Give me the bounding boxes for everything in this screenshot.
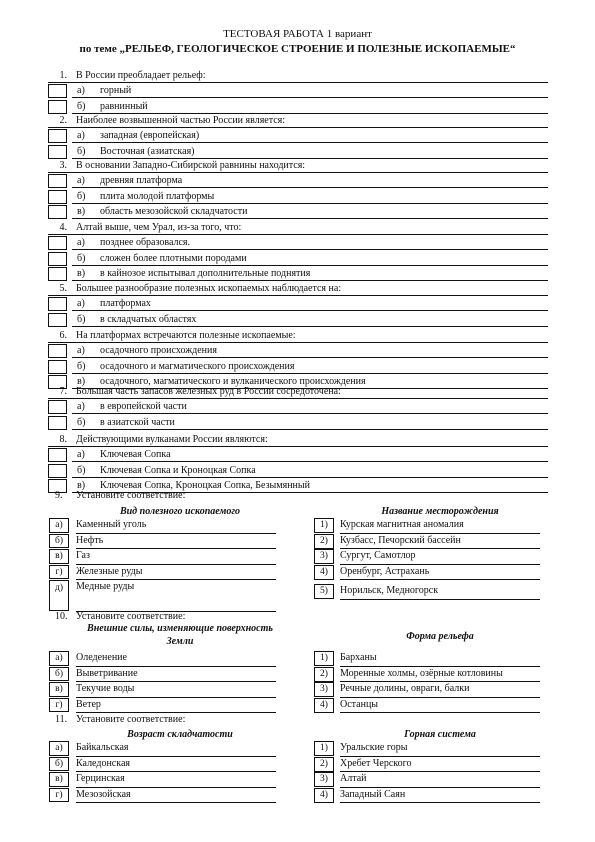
right-label-box: 2)	[314, 534, 334, 549]
right-item-text: Курская магнитная аномалия	[340, 519, 464, 530]
right-item-text: Останцы	[340, 698, 379, 710]
option-text: древняя платформа	[100, 175, 183, 186]
match-rule	[76, 712, 276, 713]
right-label-box: 2)	[314, 667, 334, 682]
option-rule	[72, 97, 548, 98]
left-label-box: в)	[49, 682, 69, 697]
option-letter: а)	[77, 298, 85, 309]
option-text: в европейской части	[100, 401, 187, 412]
option-rule	[72, 477, 548, 478]
answer-box[interactable]	[48, 190, 67, 204]
left-item-text: Газ	[76, 550, 90, 561]
option-letter: в)	[77, 268, 86, 279]
match-rule	[76, 802, 276, 803]
question-rule	[48, 172, 548, 173]
option-text: Восточная (азиатская)	[100, 145, 195, 157]
option-text: Ключевая Сопка, Кроноцкая Сопка, Безымянный	[100, 480, 310, 491]
left-label-box: а)	[49, 741, 69, 756]
option-rule	[72, 142, 548, 143]
option-letter: б)	[77, 416, 86, 428]
left-label-box: б)	[49, 667, 69, 682]
answer-box[interactable]	[48, 464, 67, 478]
option-text: Ключевая Сопка и Кроноцкая Сопка	[100, 464, 256, 476]
left-item-text: Ветер	[76, 698, 101, 710]
left-label-box: в)	[49, 772, 69, 787]
match-rule	[340, 787, 540, 788]
option-letter: в)	[77, 376, 86, 387]
match-rule	[76, 666, 276, 667]
right-item-text: Норильск, Медногорск	[340, 585, 439, 596]
option-text: область мезозойской складчатости	[100, 206, 248, 217]
match-rule	[340, 579, 540, 580]
question-text: Наиболее возвышенной частью России является:	[76, 115, 286, 126]
question-text: В России преобладает рельеф:	[76, 70, 206, 81]
option-text: платформах	[100, 298, 151, 309]
option-text: сложен более плотными породами	[100, 252, 247, 264]
option-letter: а)	[77, 449, 85, 460]
option-text: в складчатых областях	[100, 313, 197, 325]
right-column-header: Горная система	[404, 729, 476, 740]
right-label-box: 3)	[314, 682, 334, 697]
right-item-text: Алтай	[340, 773, 367, 784]
answer-box[interactable]	[48, 344, 67, 358]
right-item-text: Барханы	[340, 652, 377, 663]
match-rule	[340, 697, 540, 698]
option-rule	[72, 326, 548, 327]
question-text: Установите соответствие:	[76, 490, 186, 501]
option-text: плита молодой платформы	[100, 190, 215, 202]
page-title: ТЕСТОВАЯ РАБОТА 1 вариант	[223, 28, 372, 40]
answer-box[interactable]	[48, 297, 67, 311]
question-text: Установите соответствие:	[76, 714, 186, 725]
answer-box[interactable]	[48, 129, 67, 143]
right-label-box: 3)	[314, 549, 334, 564]
question-rule	[48, 446, 548, 447]
option-rule	[72, 218, 548, 219]
match-rule	[340, 802, 540, 803]
right-item-text: Западный Саян	[340, 788, 406, 800]
option-rule	[72, 357, 548, 358]
left-item-text: Железные руды	[76, 565, 143, 577]
answer-box[interactable]	[48, 252, 67, 266]
right-column-header: Название месторождения	[381, 506, 499, 517]
match-rule	[340, 599, 540, 600]
question-text: Большее разнообразие полезных ископаемых наблюдается на:	[76, 283, 342, 294]
right-column-header: Форма рельефа	[406, 631, 474, 642]
left-label-box: г)	[49, 565, 69, 580]
right-label-box: 4)	[314, 565, 334, 580]
option-letter: в)	[77, 480, 86, 491]
question-number: 1.	[59, 70, 67, 81]
left-item-text: Каменный уголь	[76, 519, 147, 530]
left-item-text: Текучие воды	[76, 683, 135, 694]
match-rule	[76, 787, 276, 788]
question-rule	[48, 398, 548, 399]
match-rule	[76, 681, 276, 682]
answer-box[interactable]	[48, 100, 67, 114]
option-text: позднее образовался.	[100, 237, 190, 248]
right-item-text: Хребет Черского	[340, 757, 412, 769]
option-rule	[72, 413, 548, 414]
option-letter: б)	[77, 190, 86, 202]
left-label-box: д)	[49, 580, 69, 611]
match-rule	[76, 697, 276, 698]
question-text: Алтай выше, чем Урал, из-за того, что:	[76, 222, 242, 233]
left-column-header: Внешние силы, изменяющие поверхность	[87, 623, 273, 634]
question-number: 3.	[59, 160, 67, 171]
question-text: В основании Западно-Сибирской равнины находится:	[76, 160, 306, 171]
match-rule	[340, 771, 540, 772]
left-label-box: б)	[49, 534, 69, 549]
left-item-text: Мезозойская	[76, 788, 131, 800]
page-subtitle: по теме „РЕЛЬЕФ, ГЕОЛОГИЧЕСКОЕ СТРОЕНИЕ И ПОЛЕЗНЫЕ ИСКОПАЕМЫЕ“	[79, 43, 516, 55]
question-number: 4.	[59, 222, 67, 233]
answer-box[interactable]	[48, 205, 67, 219]
option-letter: а)	[77, 130, 85, 141]
left-column-header: Вид полезного ископаемого	[119, 506, 241, 517]
right-item-text: Речные долины, овраги, балки	[340, 683, 470, 694]
option-letter: а)	[77, 175, 85, 186]
question-rule	[48, 342, 548, 343]
option-letter: а)	[77, 85, 85, 96]
answer-box[interactable]	[48, 416, 67, 430]
right-label-box: 1)	[314, 518, 334, 533]
answer-box[interactable]	[48, 313, 67, 327]
answer-box[interactable]	[48, 174, 67, 188]
option-rule	[72, 249, 548, 250]
match-rule	[340, 666, 540, 667]
right-label-box: 3)	[314, 772, 334, 787]
right-label-box: 4)	[314, 698, 334, 713]
option-letter: б)	[77, 100, 86, 112]
option-rule	[72, 429, 548, 430]
right-item-text: Кузбасс, Печорский бассейн	[340, 534, 461, 546]
option-rule	[72, 113, 548, 114]
right-label-box: 1)	[314, 651, 334, 666]
option-text: горный	[100, 85, 132, 96]
option-text: Ключевая Сопка	[100, 449, 171, 460]
left-item-text: Каледонская	[76, 757, 130, 769]
right-item-text: Сургут, Самотлор	[340, 550, 416, 561]
match-rule	[340, 533, 540, 534]
option-letter: б)	[77, 145, 86, 157]
option-rule	[72, 158, 548, 159]
option-text: западная (европейская)	[100, 130, 200, 141]
answer-box[interactable]	[48, 236, 67, 250]
option-rule	[72, 310, 548, 311]
left-label-box: в)	[49, 549, 69, 564]
match-rule	[76, 533, 276, 534]
right-label-box: 5)	[314, 584, 334, 599]
left-item-text: Байкальская	[76, 742, 129, 753]
match-rule	[340, 564, 540, 565]
option-text: осадочного происхождения	[100, 345, 217, 356]
answer-box[interactable]	[48, 360, 67, 374]
option-rule	[72, 280, 548, 281]
question-text: На платформах встречаются полезные ископаемые:	[76, 330, 296, 341]
match-rule	[76, 771, 276, 772]
right-item-text: Оренбург, Астрахань	[340, 565, 430, 577]
option-letter: а)	[77, 401, 85, 412]
left-label-box: г)	[49, 698, 69, 713]
left-column-header: Земли	[166, 636, 194, 647]
right-label-box: 4)	[314, 788, 334, 803]
option-letter: б)	[77, 313, 86, 325]
right-label-box: 1)	[314, 741, 334, 756]
right-item-text: Моренные холмы, озёрные котловины	[340, 667, 503, 679]
match-rule	[340, 548, 540, 549]
question-number: 11.	[55, 714, 68, 725]
right-label-box: 2)	[314, 757, 334, 772]
question-rule	[48, 234, 548, 235]
question-number: 5.	[59, 283, 67, 294]
match-rule	[76, 756, 276, 757]
question-rule	[48, 82, 548, 83]
question-number: 9.	[55, 490, 63, 501]
question-text: Действующими вулканами России являются:	[76, 434, 268, 445]
option-letter: а)	[77, 237, 85, 248]
option-text: осадочного и магматического происхождения	[100, 360, 295, 372]
answer-box[interactable]	[48, 448, 67, 462]
match-rule	[76, 579, 276, 580]
match-rule	[340, 756, 540, 757]
question-number: 6.	[59, 330, 67, 341]
option-letter: в)	[77, 206, 86, 217]
option-text: в азиатской части	[100, 416, 175, 428]
question-text: Установите соответствие:	[76, 611, 186, 622]
option-rule	[72, 203, 548, 204]
question-rule	[48, 127, 548, 128]
question-number: 10.	[55, 611, 68, 622]
match-rule	[340, 681, 540, 682]
answer-box[interactable]	[48, 267, 67, 281]
option-rule	[72, 373, 548, 374]
answer-box[interactable]	[48, 400, 67, 414]
left-item-text: Герцинская	[76, 773, 125, 784]
option-text: равнинный	[100, 100, 148, 112]
left-item-text: Оледенение	[76, 652, 127, 663]
question-number: 2.	[59, 115, 67, 126]
question-number: 8.	[59, 434, 67, 445]
answer-box[interactable]	[48, 84, 67, 98]
option-letter: б)	[77, 464, 86, 476]
option-letter: б)	[77, 360, 86, 372]
option-letter: а)	[77, 345, 85, 356]
answer-box[interactable]	[48, 145, 67, 159]
left-item-text: Нефть	[76, 534, 104, 546]
match-rule	[340, 712, 540, 713]
left-label-box: а)	[49, 518, 69, 533]
question-number: 7.	[59, 386, 67, 397]
option-letter: б)	[77, 252, 86, 264]
left-label-box: а)	[49, 651, 69, 666]
option-text: осадочного, магматического и вулканического происхождения	[100, 376, 366, 387]
left-item-text: Выветривание	[76, 667, 138, 679]
left-item-text: Медные руды	[76, 581, 135, 592]
match-rule	[76, 564, 276, 565]
right-item-text: Уральские горы	[340, 742, 408, 753]
option-rule	[72, 461, 548, 462]
question-text: Большая часть запасов железных руд в России сосредоточена:	[76, 386, 341, 397]
question-rule	[48, 295, 548, 296]
option-rule	[72, 265, 548, 266]
match-rule	[76, 548, 276, 549]
left-label-box: б)	[49, 757, 69, 772]
left-column-header: Возраст складчатости	[127, 729, 233, 740]
left-label-box: г)	[49, 788, 69, 803]
option-rule	[72, 187, 548, 188]
option-text: в кайнозое испытывал дополнительные поднятия	[100, 268, 311, 279]
